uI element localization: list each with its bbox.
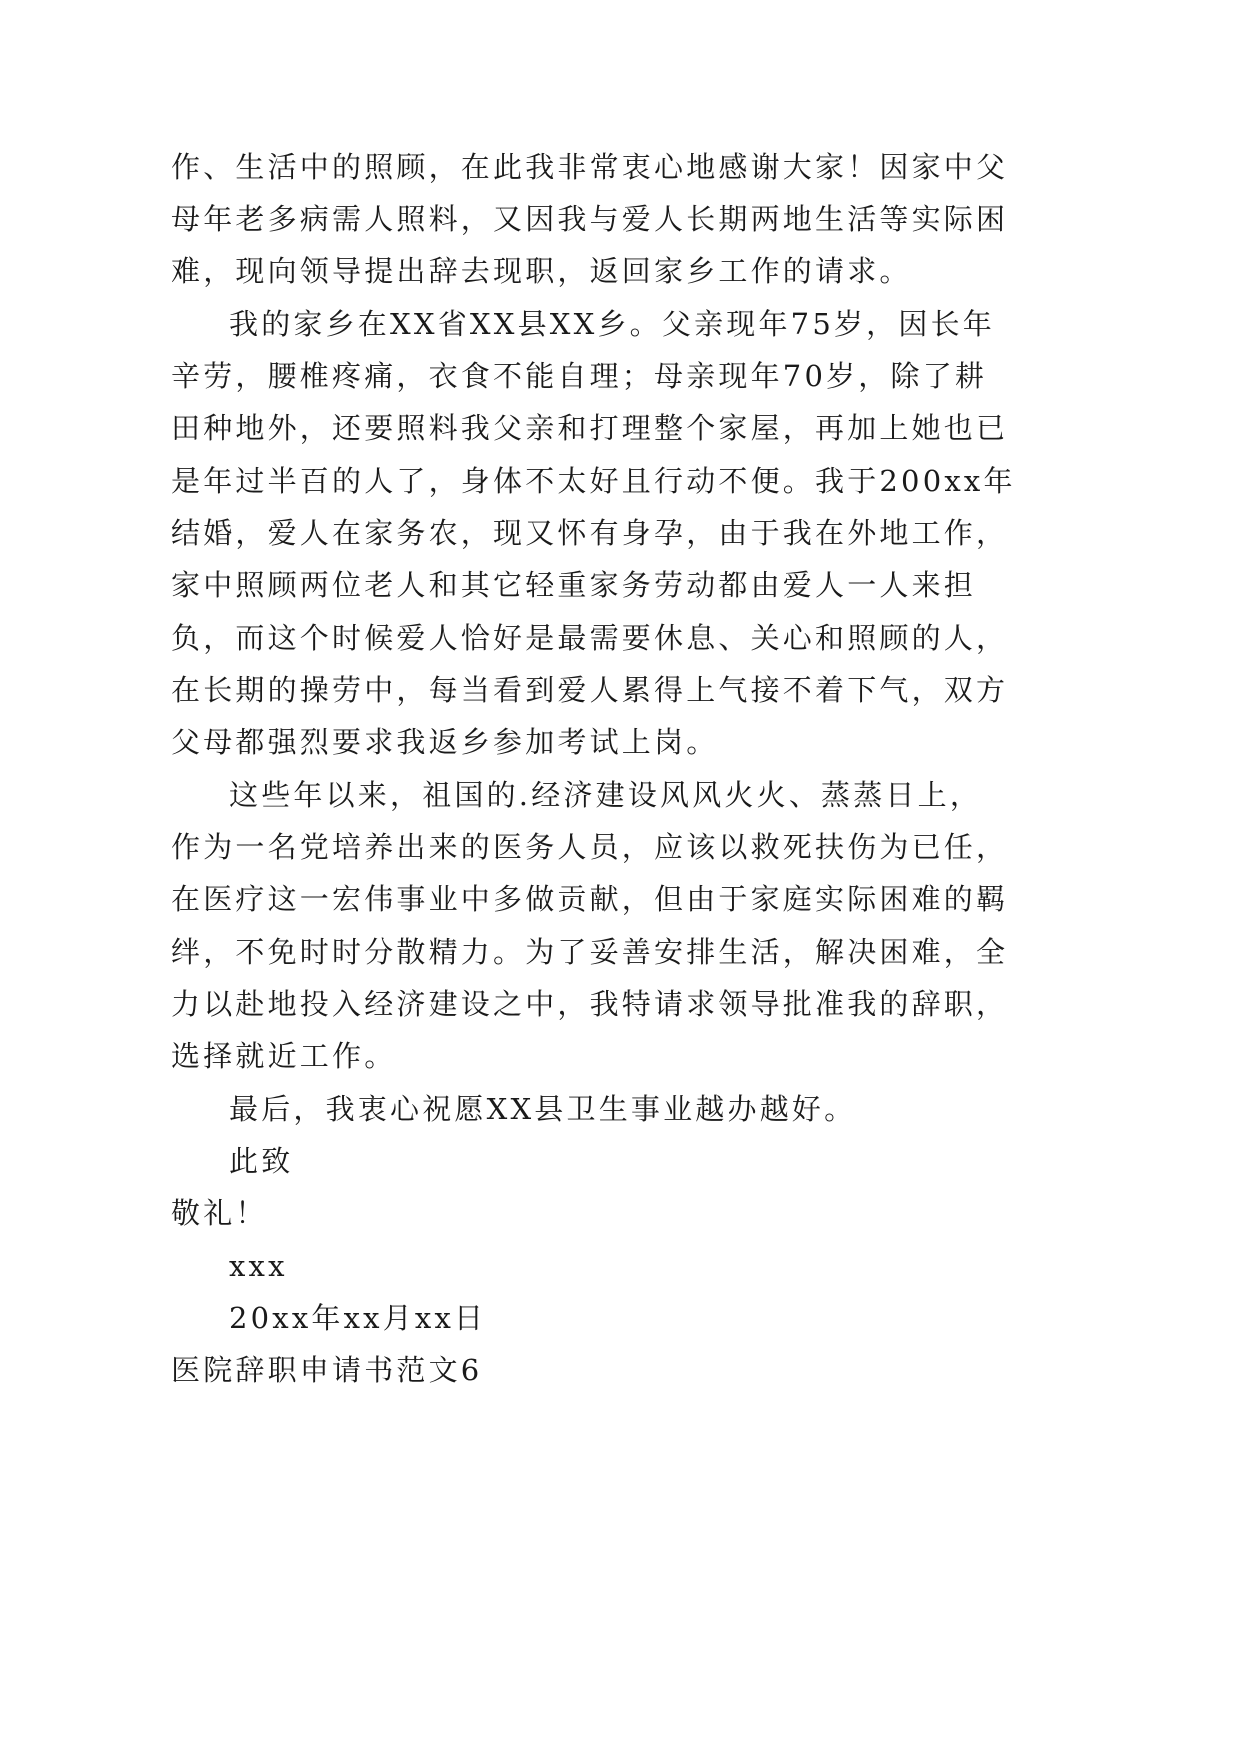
body-line: 负，而这个时候爱人恰好是最需要休息、关心和照顾的人，: [171, 621, 1009, 655]
body-line: 难，现向领导提出辞去现职，返回家乡工作的请求。: [171, 254, 912, 288]
body-line: 在医疗这一宏伟事业中多做贡献，但由于家庭实际困难的羁: [171, 882, 1009, 916]
paragraph-start-line: 最后，我衷心祝愿XX县卫生事业越办越好。: [229, 1092, 857, 1126]
body-line: 是年过半百的人了，身体不太好且行动不便。我于200xx年: [171, 464, 1016, 498]
body-line: 作、生活中的照顾，在此我非常衷心地感谢大家！因家中父: [171, 150, 1009, 184]
body-line: 在长期的操劳中，每当看到爱人累得上气接不着下气，双方: [171, 673, 1009, 707]
paragraph-start-line: 我的家乡在XX省XX县XX乡。父亲现年75岁，因长年: [229, 307, 995, 341]
body-line: 田种地外，还要照料我父亲和打理整个家屋，再加上她也已: [171, 411, 1009, 445]
body-line: 绊，不免时时分散精力。为了妥善安排生活，解决困难，全: [171, 935, 1009, 969]
body-line: 父母都强烈要求我返乡参加考试上岗。: [171, 725, 719, 759]
paragraph-start-line: 这些年以来，祖国的.经济建设风风火火、蒸蒸日上，: [229, 778, 983, 812]
body-line: 作为一名党培养出来的医务人员，应该以救死扶伤为已任，: [171, 830, 1009, 864]
section-heading: 医院辞职申请书范文6: [171, 1353, 483, 1387]
signature-name: xxx: [229, 1249, 288, 1283]
closing-salutation: 此致: [229, 1144, 294, 1178]
body-line: 力以赴地投入经济建设之中，我特请求领导批准我的辞职，: [171, 987, 1009, 1021]
body-line: 母年老多病需人照料，又因我与爱人长期两地生活等实际困: [171, 202, 1009, 236]
body-line: 家中照顾两位老人和其它轻重家务劳动都由爱人一人来担: [171, 568, 977, 602]
body-line: 辛劳，腰椎疼痛，衣食不能自理；母亲现年70岁，除了耕: [171, 359, 988, 393]
body-line: 结婚，爱人在家务农，现又怀有身孕，由于我在外地工作，: [171, 516, 1009, 550]
signature-date: 20xx年xx月xx日: [229, 1301, 487, 1335]
body-line: 选择就近工作。: [171, 1039, 397, 1073]
closing-respect: 敬礼！: [171, 1196, 268, 1230]
